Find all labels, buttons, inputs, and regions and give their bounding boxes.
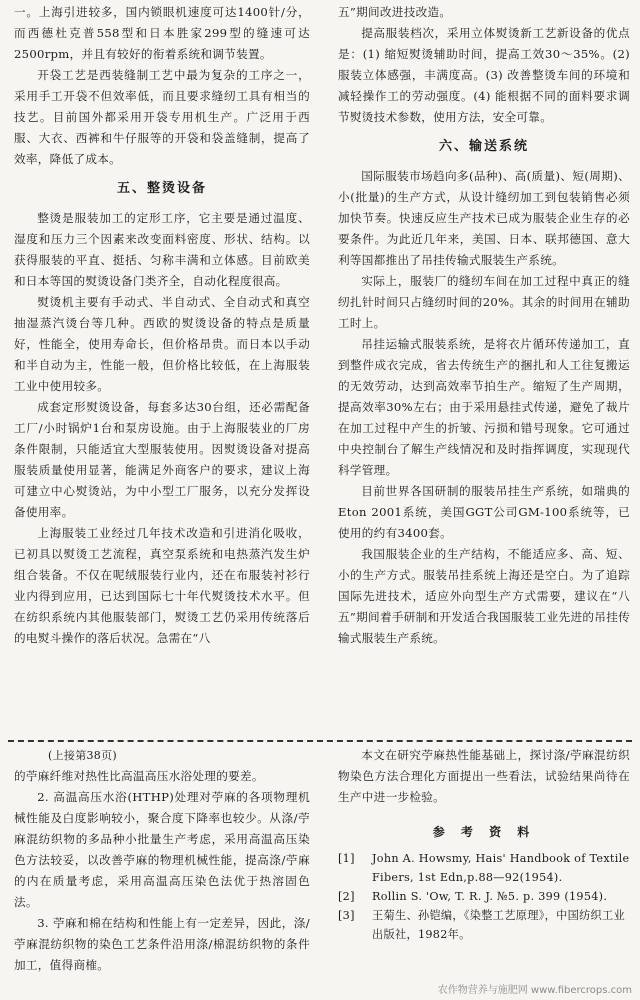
reference-number: [2] [338,890,355,903]
paragraph: 成套定形熨烫设备，每套多达30台组，还必需配备工厂/小时锅炉1台和泵房设施。由于上海服装业的厂房条件限制，只能适宜大型服装使用。因熨烫设备对提高服装质量使用显著，能满足外商客户的要求，建议上海可建立中心熨烫站，为中小型工厂服务，以充分发挥设备使用率。 [14,400,310,519]
left-column [14,2,310,649]
paragraph: 目前世界各国研制的服装吊挂生产系统，如瑞典的Eton 2001系统，美国GGT公司GM-100系统等，已使用的约有3400套。 [338,484,630,540]
reference-number: [1] [338,852,355,865]
paragraph: 3. 苧麻和棉在结构和性能上有一定差异，因此，涤/苧麻混纺织物的染色工艺条件沿用涤/棉混纺织物的条件加工，值得商榷。 [14,916,310,972]
reference-text: 王菊生、孙铠编，《染整工艺原理》，中国纺织工业出版社，1982年。 [372,909,626,941]
paragraph: 熨烫机主要有手动式、半自动式、全自动式和真空抽湿蒸汽烫台等几种。西欧的熨烫设备的特点是质量好，性能全，使用寿命长，但价格昂贵。而日本以手动和半自动为主，性能一般，但价格比较低，在上海服装工业中使用较多。 [14,295,310,393]
paragraph: 提高服装档次，采用立体熨烫新工艺新设备的优点是：(1) 缩短熨烫辅助时间，提高工效30～35%。(2) 服装立体感强，丰满度高。(3) 改善整烫车间的环境和减轻操作工的劳动强度。(4) 能根据不同的面料要求调节熨烫技术参数，使用方法，安全可靠。 [338,26,630,124]
paragraph: 我国服装企业的生产结构，不能适应多、高、短、小的生产方式。服装吊挂系统上海还是空白。为了追踪国际先进技术，适应外向型生产方式需要，建议在“八五”期间着手研制和开发适合我国服装工业先进的吊挂传输式服装生产系统。 [338,547,630,645]
reference-item [338,906,630,944]
paragraph: 2. 高温高压水浴(HTHP)处理对苧麻的各项物理机械性能及白度影响较小，聚合度下降率也较少。从涤/苧麻混纺织物的多品种小批量生产考虑，采用高温高压染色方法较妥，以改善苧麻的物理机械性能，提高涤/苧麻的内在质量考虑，采用高温高压染色法优于热溶固色法。 [14,790,310,909]
section-heading: 五、整烫设备 [116,181,207,196]
site-watermark: 农作物营养与施肥网 www.fibercrops.com [437,985,632,996]
references-heading: 参 考 资 料 [432,825,536,839]
paragraph: 国际服装市场趋向多(品种)、高(质量)、短(周期)、小(批量)的生产方式，从设计缝纫加工到包装销售必须加快节奏。快速反应生产技术已成为服装企业生存的必要条件。为此近几年来，美国、日本、联邦德国、意大利等国都推出了吊挂传输式服装生产系统。 [338,169,630,267]
continued-note: (上接第38页) [48,749,117,762]
reference-text: Rollin S. 'Ow, T. R. J. №5. p. 399 (1954). [372,890,608,903]
paragraph: 的苧麻纤维对热性比高温高压水浴处理的要差。 [14,769,264,783]
paragraph: 整烫是服装加工的定形工序，它主要是通过温度、湿度和压力三个因素来改变面料密度、形状、结构。以获得服装的平直、挺括、匀称丰满和立体感。目前欧美和日本等国的熨烫设备门类齐全，自动化程度很高。 [14,211,310,288]
reference-item [338,849,630,887]
paragraph: 开袋工艺是西装缝制工艺中最为复杂的工序之一，采用手工开袋不但效率低，而且要求缝纫工具有相当的技艺。目前国外都采用开袋专用机生产。广泛用于西服、大衣、西裤和牛仔服等的开袋和袋盖缝制，提高了效率，降低了成本。 [14,68,310,166]
bottom-right-column [338,745,630,944]
reference-number: [3] [338,909,355,922]
right-column [338,2,630,649]
article-divider [8,740,632,742]
reference-item [338,887,630,906]
paragraph: 一。上海引进较多，国内锁眼机速度可达1400针/分，而西德杜克普558型和日本胜家299型的缝速可达2500rpm，并且有较好的衔着系统和调节装置。 [14,5,310,61]
reference-text: John A. Howsmy, Hais' Handbook of Textile Fibers, 1st Edn,p.88—92(1954). [372,852,630,884]
paragraph: 五”期间改进技改造。 [338,5,452,19]
paragraph: 上海服装工业经过几年技术改造和引进消化吸收，已初具以熨烫工艺流程，真空泵系统和电热蒸汽发生炉组合装备。不仅在呢绒服装行业内，还在布服装衬衫行业内得到应用，已达到国际七十年代熨烫技术水平。但在纺织系统内其他服装部门，熨烫工艺仍采用传统落后的电熨斗操作的落后状况。急需在“八 [14,526,310,645]
paragraph: 吊挂运输式服装系统，是将衣片循环传递加工，直到整件成衣完成，省去传统生产的捆扎和人工往复搬运的无效劳动，达到高效率节拍生产。缩短了生产周期，提高效率30%左右；由于采用悬挂式传递，避免了裁片在加工过程中产生的折皱、污损和错号现象。它可通过中央控制台了解生产线情况和及时指挥调度，实现现代科学管理。 [338,337,630,477]
bottom-left-column [14,745,310,976]
paragraph: 本文在研究苧麻热性能基础上，探讨涤/苧麻混纺织物染色方法合理化方面提出一些看法，试验结果尚待在生产中进一步检验。 [338,748,630,804]
paragraph: 实际上，服装厂的缝纫车间在加工过程中真正的缝纫扎针时间只占缝纫时间的20%。其余的时间用在辅助工时上。 [338,274,630,330]
section-heading: 六、输送系统 [438,139,529,154]
